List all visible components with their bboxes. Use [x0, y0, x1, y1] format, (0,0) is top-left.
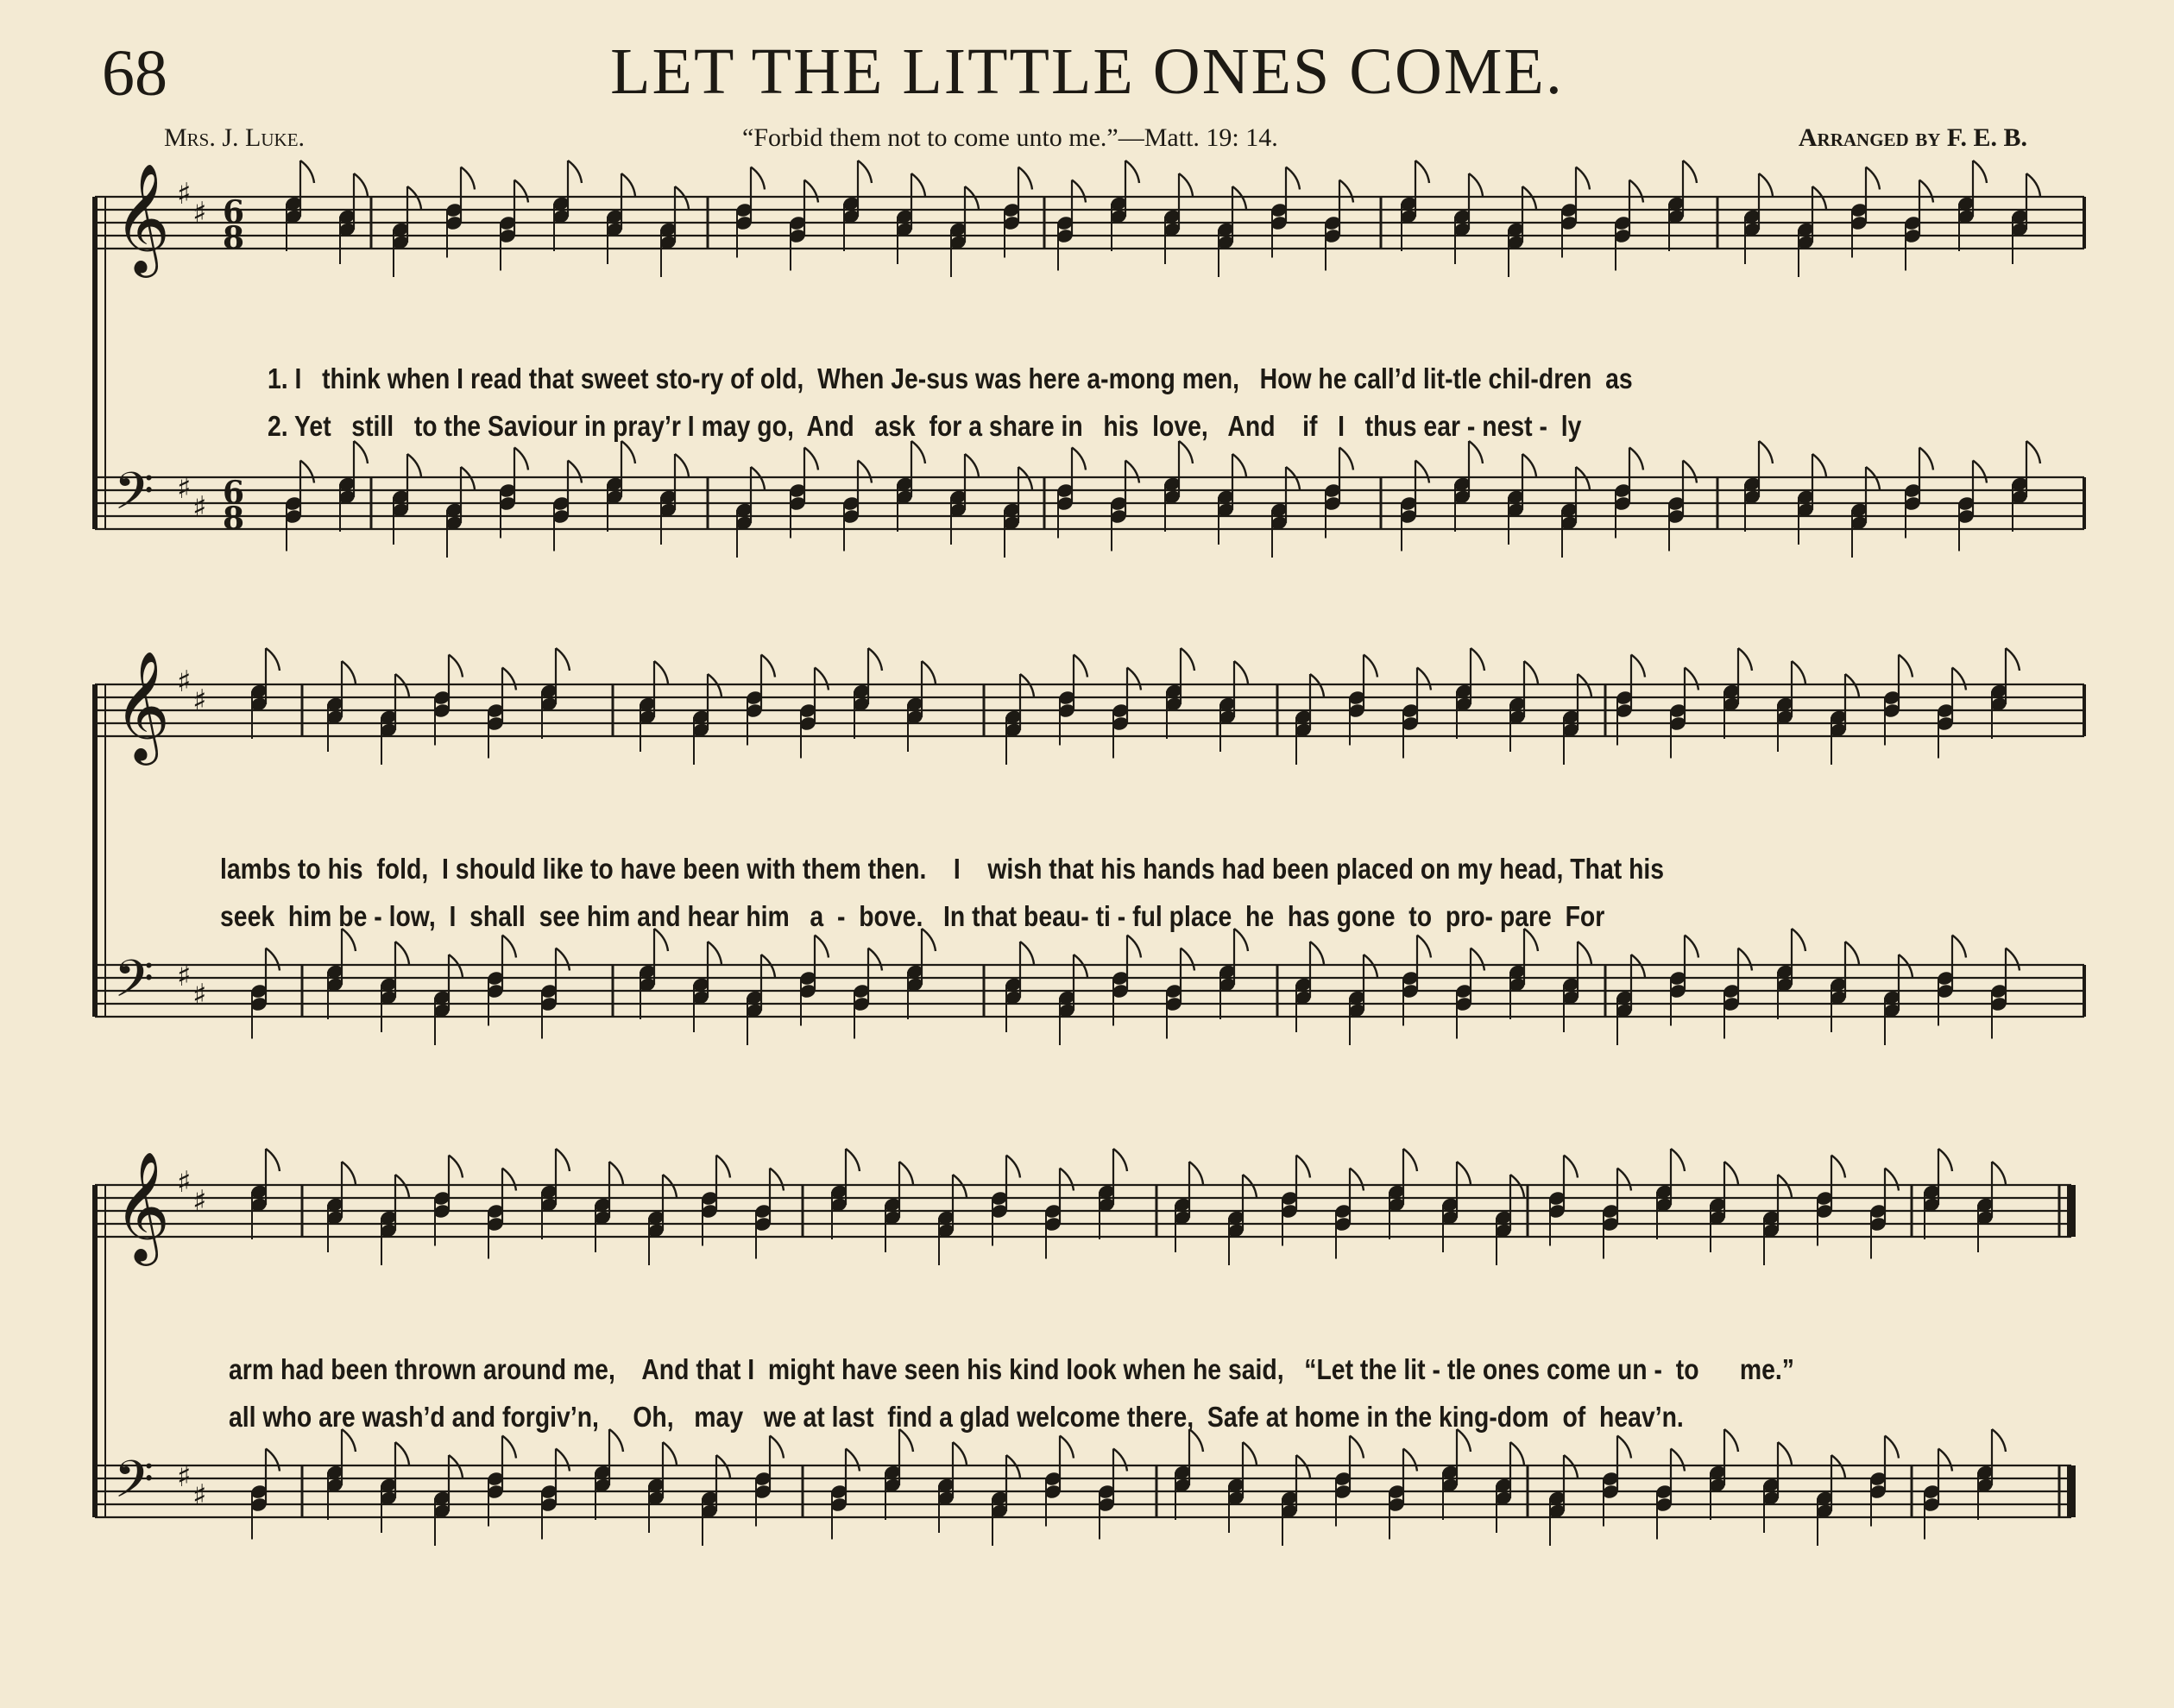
- note-flag: [266, 1149, 280, 1171]
- note-flag: [1973, 161, 1987, 183]
- note-flag: [1189, 1162, 1203, 1184]
- lyric-verse-2: 2. Yet still to the Saviour in pray’r I may go, And ask for a share in his love, And if I thus ear - nest - ly: [268, 410, 1582, 442]
- note-flag: [1919, 448, 1933, 470]
- note-flag: [449, 655, 463, 678]
- note-flag: [266, 949, 280, 971]
- bass-clef-icon: 𝄢: [114, 461, 154, 533]
- note-flag: [449, 1156, 463, 1178]
- note-flag: [1510, 1442, 1524, 1465]
- note-flag: [461, 167, 475, 190]
- note-flag: [1243, 1442, 1257, 1465]
- scripture-reference: “Forbid them not to come unto me.”—Matt. 19: 14.: [742, 123, 1278, 152]
- note-flag: [1125, 161, 1139, 183]
- note-flag: [1866, 167, 1880, 190]
- note-flag: [1125, 461, 1139, 483]
- note-flag: [300, 161, 314, 183]
- note-flag: [846, 1149, 860, 1171]
- note-flag: [1006, 1156, 1020, 1178]
- treble-staff: [95, 648, 2084, 766]
- sharp-icon: ♯: [192, 1184, 207, 1219]
- time-signature-bottom: 8: [223, 220, 245, 256]
- sharp-icon: ♯: [192, 978, 207, 1012]
- note-flag: [1364, 655, 1377, 678]
- note-flag: [266, 648, 280, 671]
- note-flag: [1018, 167, 1032, 190]
- note-flag: [609, 1162, 623, 1184]
- note-flag: [1403, 1449, 1417, 1472]
- note-flag: [1683, 161, 1697, 183]
- note-flag: [1060, 1169, 1074, 1191]
- note-flag: [395, 942, 409, 964]
- sharp-icon: ♯: [177, 177, 192, 211]
- note-flag: [1234, 661, 1248, 684]
- note-flag: [1415, 161, 1429, 183]
- note-flag: [1339, 180, 1353, 203]
- note-flag: [354, 441, 368, 463]
- note-flag: [1885, 1169, 1899, 1191]
- note-flag: [556, 1149, 570, 1171]
- note-flag: [708, 942, 722, 964]
- note-flag: [1415, 461, 1429, 483]
- bass-staff: [95, 441, 2084, 558]
- note-flag: [1685, 668, 1698, 690]
- note-flag: [751, 167, 765, 190]
- note-flag: [922, 661, 936, 684]
- bass-clef-icon: 𝄢: [114, 949, 154, 1021]
- time-signature-top: 6: [223, 475, 245, 511]
- note-flag: [514, 180, 528, 203]
- note-flag: [1471, 648, 1484, 671]
- note-flag: [342, 661, 356, 684]
- note-flag: [804, 448, 818, 470]
- lyric-verse-1: 1. I think when I read that sweet sto-ry of old, When Je-sus was here a-mong men, How he call’d lit-tle chil-dren as: [268, 362, 1633, 394]
- note-flag: [911, 173, 925, 196]
- sharp-icon: ♯: [192, 490, 207, 525]
- note-flag: [354, 173, 368, 196]
- note-flag: [1417, 936, 1431, 958]
- note-flag: [858, 161, 872, 183]
- note-flag: [1938, 1449, 1952, 1472]
- note-flag: [1973, 461, 1987, 483]
- note-flag: [1296, 1156, 1310, 1178]
- music-system-3: [86, 1150, 2089, 1584]
- note-flag: [770, 1169, 784, 1191]
- note-flag: [1522, 454, 1536, 476]
- note-flag: [502, 1169, 516, 1191]
- lyric-verse-1: arm had been thrown around me, And that I might have seen his kind look when he said, “Let the lit - tle ones come un - to me.”: [229, 1353, 1794, 1385]
- note-flag: [899, 1162, 913, 1184]
- sharp-icon: ♯: [192, 196, 207, 230]
- note-flag: [621, 441, 635, 463]
- note-flag: [1350, 1169, 1364, 1191]
- note-flag: [1778, 1442, 1792, 1465]
- note-flag: [1578, 942, 1591, 964]
- note-flag: [1072, 448, 1086, 470]
- note-flag: [1617, 1436, 1631, 1459]
- note-flag: [502, 1436, 516, 1459]
- lyric-verse-1: lambs to his fold, I should like to have been with them then. I wish that his hands had been placed on my head, That his: [220, 853, 1665, 885]
- note-flag: [1938, 1149, 1952, 1171]
- note-flag: [1074, 655, 1087, 678]
- note-flag: [1919, 180, 1933, 203]
- note-flag: [1457, 1162, 1471, 1184]
- note-flag: [1181, 949, 1194, 971]
- treble-clef-icon: 𝄞: [114, 650, 171, 760]
- note-flag: [868, 949, 882, 971]
- note-flag: [1631, 655, 1645, 678]
- note-flag: [1524, 661, 1538, 684]
- note-flag: [1738, 949, 1752, 971]
- note-flag: [1072, 180, 1086, 203]
- note-flag: [846, 1449, 860, 1472]
- note-flag: [1812, 454, 1826, 476]
- note-flag: [1179, 441, 1193, 463]
- note-flag: [858, 461, 872, 483]
- bass-staff: [95, 1429, 2071, 1546]
- note-flag: [1759, 173, 1773, 196]
- note-flag: [1564, 1156, 1578, 1178]
- note-flag: [1759, 441, 1773, 463]
- note-flag: [1671, 1449, 1685, 1472]
- note-flag: [654, 661, 668, 684]
- note-flag: [1899, 655, 1912, 678]
- arranger-credit: Arranged by F. E. B.: [1798, 123, 2027, 152]
- bass-staff: [95, 929, 2084, 1045]
- note-flag: [1469, 441, 1483, 463]
- note-flag: [502, 668, 516, 690]
- lyric-verse-2: all who are wash’d and forgiv’n, Oh, may we at last find a glad welcome there, Safe at home in the king-dom of heav’n.: [229, 1401, 1684, 1433]
- note-flag: [1992, 1162, 2006, 1184]
- note-flag: [1576, 167, 1590, 190]
- note-flag: [1127, 936, 1141, 958]
- note-flag: [716, 1156, 730, 1178]
- note-flag: [1792, 661, 1805, 684]
- note-flag: [556, 1449, 570, 1472]
- note-flag: [1350, 1436, 1364, 1459]
- note-flag: [1685, 936, 1698, 958]
- note-flag: [1952, 668, 1966, 690]
- note-flag: [1617, 1169, 1631, 1191]
- sharp-icon: ♯: [177, 665, 192, 699]
- note-flag: [1683, 461, 1697, 483]
- note-flag: [2006, 648, 2020, 671]
- note-flag: [502, 936, 516, 958]
- sharp-icon: ♯: [177, 471, 192, 506]
- note-flag: [1629, 180, 1643, 203]
- note-flag: [868, 648, 882, 671]
- note-flag: [815, 936, 829, 958]
- music-system-2: [86, 650, 2089, 1083]
- note-flag: [1020, 942, 1034, 964]
- note-flag: [2006, 949, 2020, 971]
- sharp-icon: ♯: [192, 684, 207, 718]
- sharp-icon: ♯: [192, 1478, 207, 1513]
- sharp-icon: ♯: [177, 1165, 192, 1200]
- note-flag: [514, 448, 528, 470]
- note-flag: [2026, 441, 2040, 463]
- note-flag: [407, 454, 421, 476]
- treble-clef-icon: 𝄞: [114, 1150, 171, 1261]
- note-flag: [1310, 942, 1324, 964]
- note-flag: [1831, 1156, 1845, 1178]
- note-flag: [1738, 648, 1752, 671]
- note-flag: [1417, 668, 1431, 690]
- note-flag: [395, 1442, 409, 1465]
- note-flag: [770, 1436, 784, 1459]
- bass-clef-icon: 𝄢: [114, 1449, 154, 1522]
- note-flag: [568, 461, 582, 483]
- lyric-verse-2: seek him be - low, I shall see him and hear him a - bove. In that beau- ti - ful place he has gone to pro- pare For: [220, 900, 1605, 932]
- note-flag: [675, 454, 689, 476]
- treble-clef-icon: 𝄞: [114, 162, 171, 273]
- note-flag: [911, 441, 925, 463]
- note-flag: [300, 461, 314, 483]
- sharp-icon: ♯: [177, 959, 192, 993]
- note-flag: [266, 1449, 280, 1472]
- note-flag: [1113, 1149, 1127, 1171]
- note-flag: [965, 454, 979, 476]
- note-flag: [815, 668, 829, 690]
- hymn-title: LET THE LITTLE ONES COME.: [610, 35, 1564, 108]
- note-flag: [1403, 1149, 1417, 1171]
- note-flag: [1471, 949, 1484, 971]
- note-flag: [1671, 1149, 1685, 1171]
- treble-staff: [95, 1149, 2071, 1266]
- note-flag: [1992, 1429, 2006, 1452]
- note-flag: [621, 173, 635, 196]
- note-flag: [804, 180, 818, 203]
- note-flag: [1885, 1436, 1899, 1459]
- page-number: 68: [102, 37, 167, 110]
- note-flag: [663, 1442, 677, 1465]
- note-flag: [1952, 936, 1966, 958]
- author-credit: Mrs. J. Luke.: [164, 123, 306, 152]
- note-flag: [1113, 1449, 1127, 1472]
- note-flag: [2026, 173, 2040, 196]
- note-flag: [1181, 648, 1194, 671]
- note-flag: [1724, 1162, 1738, 1184]
- note-flag: [1232, 454, 1246, 476]
- note-flag: [761, 655, 775, 678]
- note-flag: [1339, 448, 1353, 470]
- note-flag: [568, 161, 582, 183]
- treble-staff: [95, 161, 2084, 278]
- note-flag: [1845, 942, 1859, 964]
- note-flag: [1286, 167, 1300, 190]
- time-signature-bottom: 8: [223, 501, 245, 537]
- sharp-icon: ♯: [177, 1459, 192, 1494]
- note-flag: [1060, 1436, 1074, 1459]
- note-flag: [1469, 173, 1483, 196]
- note-flag: [1127, 668, 1141, 690]
- note-flag: [953, 1442, 967, 1465]
- note-flag: [556, 648, 570, 671]
- music-system-1: [86, 162, 2089, 596]
- note-flag: [1179, 173, 1193, 196]
- note-flag: [556, 949, 570, 971]
- note-flag: [342, 1162, 356, 1184]
- time-signature-top: 6: [223, 194, 245, 230]
- note-flag: [1629, 448, 1643, 470]
